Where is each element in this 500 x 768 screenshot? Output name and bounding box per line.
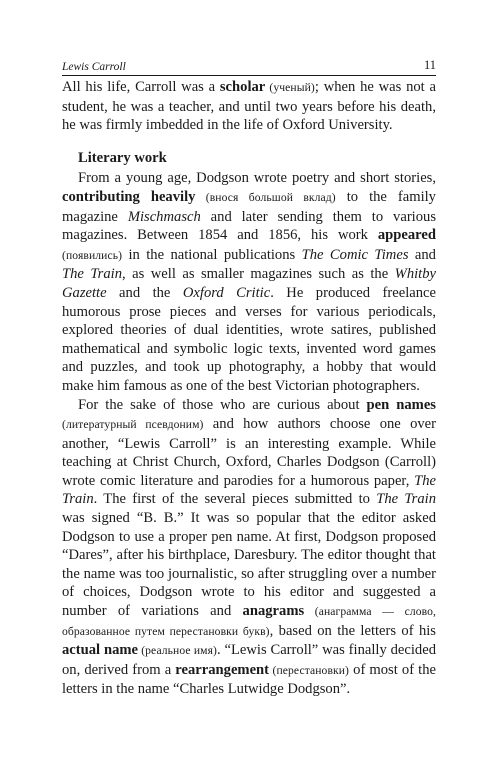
text-run: in the national publications xyxy=(122,246,302,263)
text-run: , as well as smaller magazines such as the xyxy=(122,266,395,283)
glossary-term: pen names xyxy=(366,396,436,413)
translation-gloss: (анаграмма — слово, образованное путем перестановки букв) xyxy=(62,605,436,638)
glossary-term: rearrangement xyxy=(175,661,270,678)
text-run: ; when he was not a student, he was a teacher, and until two years before his death, he was firmly imbedded in the life of Oxford University. xyxy=(62,79,436,134)
text-run: of most of the letters in the name “Charles Lutwidge Dodgson”. xyxy=(62,661,436,698)
text-run: From a young age, Dodgson wrote poetry and short stories, xyxy=(78,170,436,187)
paragraph-literary-work xyxy=(62,169,436,395)
publication-title: Whitby Gazette xyxy=(62,266,437,301)
glossary-term: actual name xyxy=(62,642,138,659)
text-run: . He produced freelance humorous prose pieces and verses for various periodicals, explored theories of dual identities, wrote satires, published mathematical and symbolic logic texts, invented word games and puzzles, and took up photography, a hobby that would make him famous as one of the best Victorian photographers. xyxy=(62,284,436,394)
body-text xyxy=(62,78,436,699)
translation-gloss: (реальное имя) xyxy=(138,644,217,658)
text-run: and later sending them to various magazines. Between 1854 and 1856, his work xyxy=(62,208,437,244)
glossary-term: contributing heavily xyxy=(62,188,196,205)
translation-gloss: (ученый) xyxy=(265,81,315,94)
translation-gloss: (появились) xyxy=(62,248,123,262)
running-header xyxy=(62,58,436,76)
text-run: , based on the letters of his xyxy=(269,622,436,639)
section-heading: Literary work xyxy=(78,149,167,166)
text-run: and xyxy=(408,246,436,263)
text-run: . The first of the several pieces submitted to xyxy=(93,491,377,508)
glossary-term: anagrams xyxy=(242,603,305,620)
glossary-term: scholar xyxy=(219,79,266,95)
text-run: was signed “B. B.” It was so popular that the editor asked Dodgson to use a proper pen name. At first, Dodgson proposed “Dares”, after his birthplace, Daresbury. The editor thought that the name was too journalistic, so after struggling over a number of choices, Dodgson wrote to his editor and suggested a number of variations and xyxy=(62,510,436,620)
text-run: All his life, Carroll was a xyxy=(62,79,220,95)
text-run: and how authors choose one over another, “Lewis Carroll” is an interesting example. While teaching at Christ Church, Oxford, Charles Dodgson (Carroll) wrote comic literature and parodies for a humorous paper, xyxy=(62,416,436,489)
publication-title: Mischmasch xyxy=(127,208,201,225)
text-run: . “Lewis Carroll” was finally decided on, derived from a xyxy=(62,642,436,678)
text-run: For the sake of those who are curious about xyxy=(78,396,367,413)
running-title: Lewis Carroll xyxy=(62,61,126,73)
publication-title: The Train xyxy=(62,266,123,283)
page-number: 11 xyxy=(423,58,436,72)
paragraph-pen-names xyxy=(62,396,436,700)
glossary-term: appeared xyxy=(377,227,436,244)
publication-title: Oxford Critic xyxy=(182,284,271,301)
text-run: to the family magazine xyxy=(62,188,436,225)
translation-gloss: (перестановки) xyxy=(269,663,350,677)
translation-gloss: (внося большой вклад) xyxy=(195,190,336,204)
publication-title: The Train xyxy=(376,491,436,508)
translation-gloss: (литературный псевдоним) xyxy=(62,418,204,432)
intro-paragraph xyxy=(62,78,436,135)
publication-title: The Comic Times xyxy=(301,246,409,263)
publication-title: The Train xyxy=(62,472,436,508)
text-run: and the xyxy=(106,284,183,301)
